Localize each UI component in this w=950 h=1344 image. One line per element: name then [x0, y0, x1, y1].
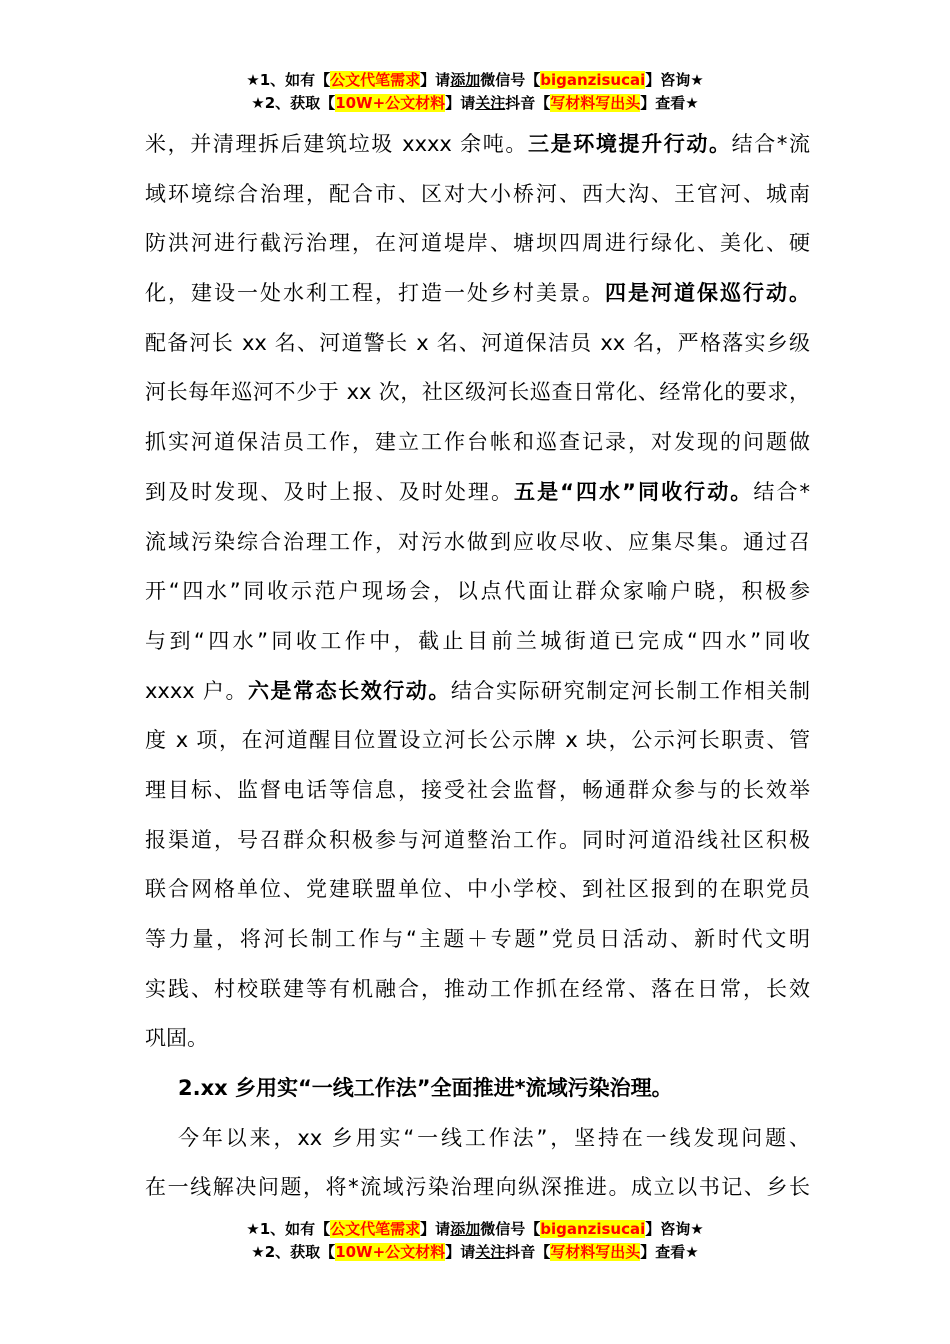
banner-underline-text: 添加 [450, 1220, 481, 1238]
banner-underline-text: 添加 [450, 71, 481, 89]
text-line: 开“四水”同收示范户现场会，以点代面让群众家喻户晓，积极参 [145, 579, 810, 604]
banner-text: 】查看★ [640, 1243, 699, 1261]
banner-text: 】查看★ [640, 94, 699, 112]
banner-text: 微信号【 [480, 1220, 541, 1238]
banner-highlight: 公文代笔需求 [330, 71, 421, 89]
header-banner [0, 69, 950, 115]
banner-text: 】请 [445, 94, 476, 112]
text-line: 抓实河道保洁员工作，建立工作台帐和巡查记录，对发现的问题做 [145, 430, 810, 455]
banner-text: 】请 [420, 71, 451, 89]
banner-text: 】咨询★ [645, 1220, 704, 1238]
banner-line-2 [0, 1241, 950, 1264]
text-line: 到及时发现、及时上报、及时处理。五是“四水”同收行动。结合* [145, 479, 811, 504]
banner-highlight: biganzisucai [540, 71, 646, 89]
text-line: 河长每年巡河不少于 xx 次，社区级河长巡查日常化、经常化的要求， [145, 380, 810, 405]
text-line: 报渠道，号召群众积极参与河道整治工作。同时河道沿线社区积极 [145, 827, 810, 852]
banner-underline-text: 关注 [475, 94, 506, 112]
banner-text: 】咨询★ [645, 71, 704, 89]
banner-highlight: 写材料写出头 [550, 1243, 641, 1261]
text-line: 等力量，将河长制工作与“主题＋专题”党员日活动、新时代文明 [145, 927, 810, 951]
banner-highlight: biganzisucai [540, 1220, 646, 1238]
text-line: 与到“四水”同收工作中，截止目前兰城街道已完成“四水”同收 [145, 628, 810, 653]
text-line: 配备河长 xx 名、河道警长 x 名、河道保洁员 xx 名，严格落实乡级 [145, 330, 810, 355]
paragraph-line: 今年以来，xx 乡用实“一线工作法”，坚持在一线发现问题、 [178, 1125, 810, 1150]
banner-text: ★2、获取【 [251, 94, 336, 112]
banner-line-2 [0, 92, 950, 115]
banner-text: ★2、获取【 [251, 1243, 336, 1261]
paragraph-line: 在一线解决问题，将*流域污染治理向纵深推进。成立以书记、乡长 [145, 1175, 810, 1200]
footer-banner [0, 1218, 950, 1264]
text-line: 联合网格单位、党建联盟单位、中小学校、到社区报到的在职党员 [145, 877, 810, 902]
banner-line-1 [0, 69, 950, 92]
banner-line-1 [0, 1218, 950, 1241]
banner-text: 微信号【 [480, 71, 541, 89]
text-line: 巩固。 [145, 1026, 208, 1051]
banner-text: ★1、如有【 [246, 71, 331, 89]
text-line: 防洪河进行截污治理，在河道堤岸、塘坝四周进行绿化、美化、硬 [145, 231, 810, 256]
banner-highlight: 写材料写出头 [550, 94, 641, 112]
text-line: xxxx 户。六是常态长效行动。结合实际研究制定河长制工作相关制 [145, 678, 811, 703]
text-line: 化，建设一处水利工程，打造一处乡村美景。四是河道保巡行动。 [145, 281, 810, 306]
banner-highlight: 10W+公文材料 [335, 94, 446, 112]
text-line: 流域污染综合治理工作，对污水做到应收尽收、应集尽集。通过召 [145, 529, 810, 554]
text-line: 域环境综合治理，配合市、区对大小桥河、西大沟、王官河、城南 [145, 181, 810, 206]
banner-text: 】请 [420, 1220, 451, 1238]
banner-text: ★1、如有【 [246, 1220, 331, 1238]
text-line: 米，并清理拆后建筑垃圾 xxxx 余吨。三是环境提升行动。结合*流 [145, 132, 811, 156]
text-line: 理目标、监督电话等信息，接受社会监督，畅通群众参与的长效举 [145, 777, 810, 802]
text-line: 实践、村校联建等有机融合，推动工作抓在经常、落在日常，长效 [145, 976, 810, 1001]
banner-text: 】请 [445, 1243, 476, 1261]
section-heading: 2.xx 乡用实“一线工作法”全面推进*流域污染治理。 [178, 1076, 673, 1101]
document-body [145, 120, 810, 1213]
banner-text: 抖音【 [505, 1243, 551, 1261]
banner-highlight: 10W+公文材料 [335, 1243, 446, 1261]
text-line: 度 x 项，在河道醒目位置设立河长公示牌 x 块，公示河长职责、管 [145, 728, 810, 753]
banner-highlight: 公文代笔需求 [330, 1220, 421, 1238]
banner-text: 抖音【 [505, 94, 551, 112]
banner-underline-text: 关注 [475, 1243, 506, 1261]
